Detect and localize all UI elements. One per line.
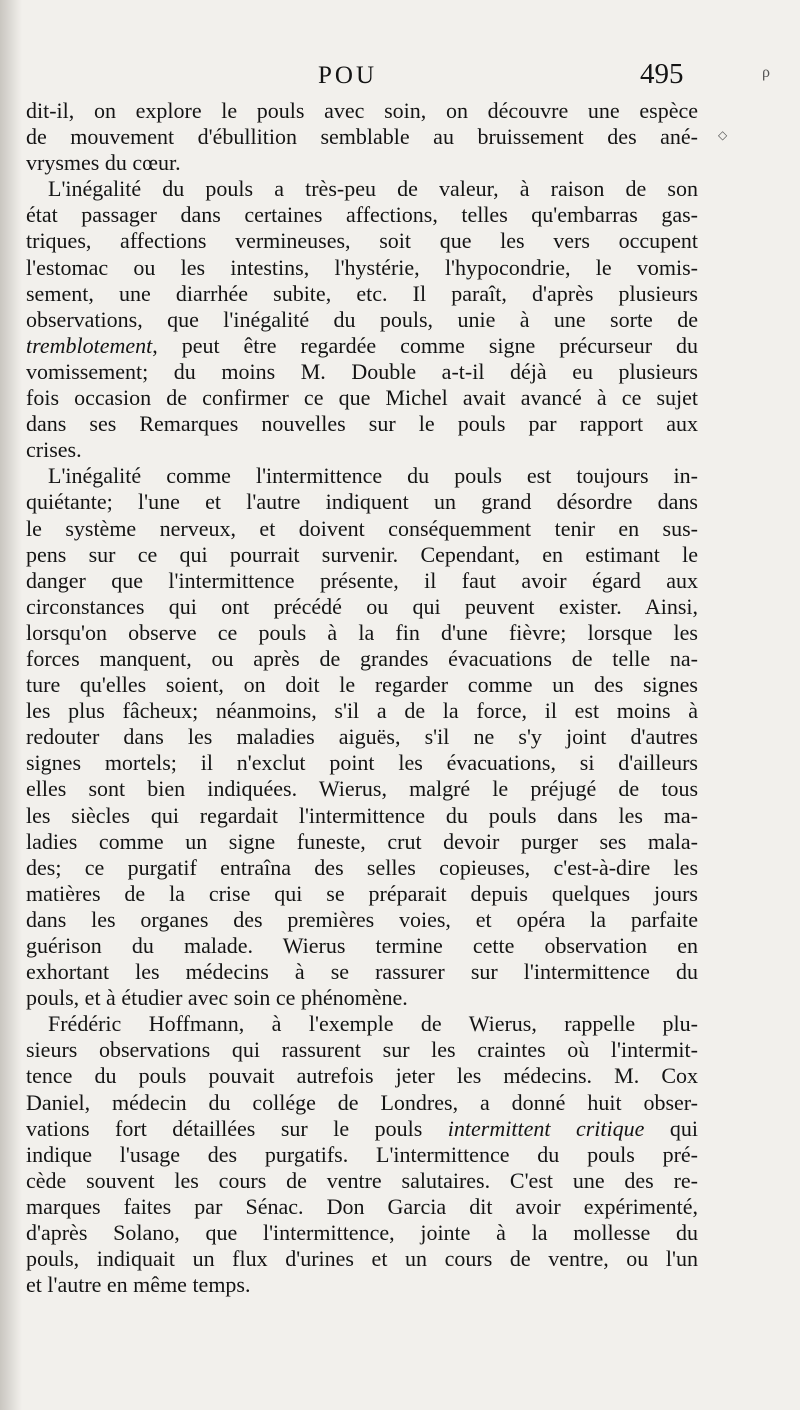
text-run: exhortant les médecins à se rassurer sur l'intermittence du <box>26 959 698 985</box>
text-line <box>26 1063 698 1089</box>
text-run: ladies comme un signe funeste, crut devoir purger ses mala- <box>26 828 698 854</box>
text-line <box>26 672 698 698</box>
text-line <box>26 985 698 1011</box>
running-head-title: POU <box>318 62 378 89</box>
text-run: sement, une diarrhée subite, etc. Il paraît, d'après plusieurs <box>26 280 698 306</box>
text-run: marques faites par Sénac. Don Garcia dit avoir expérimenté, <box>26 1193 698 1219</box>
italic-term: tremblotement <box>26 332 153 358</box>
paragraph <box>26 176 698 463</box>
text-run: crises. <box>26 437 82 463</box>
text-line <box>26 568 698 594</box>
text-line <box>26 620 698 646</box>
text-line <box>26 1194 698 1220</box>
text-run: forces manquent, ou après de grandes évacuations de telle na- <box>26 645 698 671</box>
text-run: L'inégalité comme l'intermittence du pouls est toujours in- <box>48 463 698 489</box>
text-run: danger que l'intermittence présente, il faut avoir égard aux <box>26 567 698 593</box>
text-line <box>26 307 698 333</box>
paragraph <box>26 1011 698 1298</box>
text-line <box>26 803 698 829</box>
paragraph <box>26 463 698 1011</box>
text-run: lorsqu'on observe ce pouls à la fin d'une fièvre; lorsque les <box>26 619 698 645</box>
text-line <box>26 98 698 124</box>
text-run: triques, affections vermineuses, soit que les vers occupent <box>26 228 698 254</box>
text-line <box>26 333 698 359</box>
text-run: vrysmes du cœur. <box>26 150 181 176</box>
text-line <box>26 698 698 724</box>
text-run <box>26 333 698 358</box>
text-run: vations fort détaillées sur le pouls <box>26 1115 448 1141</box>
text-run: dit-il, on explore le pouls avec soin, on découvre une espèce <box>26 98 698 123</box>
text-run: circonstances qui ont précédé ou qui peuvent exister. Ainsi, <box>26 593 698 619</box>
text-line <box>26 228 698 254</box>
italic-term: intermittent critique <box>447 1115 645 1141</box>
text-line <box>26 437 698 463</box>
paper-speck: ρ <box>762 64 770 81</box>
page-number: 495 <box>640 58 684 90</box>
text-run: matières de la crise qui se préparait depuis quelques jours <box>26 880 698 906</box>
text-run: elles sont bien indiquées. Wierus, malgré le préjugé de tous <box>26 776 698 802</box>
text-line <box>26 281 698 307</box>
paragraph <box>26 98 698 176</box>
text-line <box>26 255 698 281</box>
text-line <box>26 724 698 750</box>
text-run: le système nerveux, et doivent conséquemment tenir en sus- <box>26 515 698 541</box>
text-line <box>26 1168 698 1194</box>
text-line <box>26 1272 698 1298</box>
text-run: ture qu'elles soient, on doit le regarder comme un des signes <box>26 672 698 698</box>
text-line <box>26 1116 698 1142</box>
text-line <box>26 1037 698 1063</box>
text-line <box>26 855 698 881</box>
text-run: quiétante; l'une et l'autre indiquent un grand désordre dans <box>26 489 698 515</box>
text-run: dans les organes des premières voies, et opéra la parfaite <box>26 906 698 932</box>
text-line <box>26 463 698 489</box>
text-line <box>26 1220 698 1246</box>
text-line <box>26 176 698 202</box>
text-line <box>26 1090 698 1116</box>
text-line <box>26 646 698 672</box>
text-line <box>26 907 698 933</box>
text-line <box>26 959 698 985</box>
text-run: Frédéric Hoffmann, à l'exemple de Wierus, rappelle plu- <box>48 1011 698 1037</box>
text-run: redouter dans les maladies aiguës, s'il ne s'y joint d'autres <box>26 724 698 750</box>
text-run: fois occasion de confirmer ce que Michel avait avancé à ce sujet <box>26 385 698 411</box>
running-head <box>0 58 800 98</box>
text-run: signes mortels; il n'exclut point les évacuations, si d'ailleurs <box>26 750 698 776</box>
text-line <box>26 150 698 176</box>
text-line <box>26 411 698 437</box>
text-run: les plus fâcheux; néanmoins, s'il a de la force, il est moins à <box>26 698 698 724</box>
text-line <box>26 829 698 855</box>
text-line <box>26 385 698 411</box>
text-run: de mouvement d'ébullition semblable au bruissement des ané- <box>26 124 698 150</box>
text-run: état passager dans certaines affections, telles qu'embarras gas- <box>26 202 698 228</box>
text-run: les siècles qui regardait l'intermittence du pouls dans les ma- <box>26 802 698 828</box>
text-line <box>26 1011 698 1037</box>
text-line <box>26 124 698 150</box>
text-line <box>26 516 698 542</box>
text-run: cède souvent les cours de ventre salutaires. C'est une des re- <box>26 1167 698 1193</box>
text-run: pouls, et à étudier avec soin ce phénomène. <box>26 985 408 1011</box>
text-run: observations, que l'inégalité du pouls, unie à une sorte de <box>26 306 698 332</box>
text-run: d'après Solano, que l'intermittence, jointe à la mollesse du <box>26 1220 698 1246</box>
text-line <box>26 1246 698 1272</box>
text-run: pouls, indiquait un flux d'urines et un cours de ventre, ou l'un <box>26 1246 698 1272</box>
page-edge-shadow <box>0 0 22 1410</box>
text-line <box>26 489 698 515</box>
text-run: et l'autre en même temps. <box>26 1272 251 1298</box>
text-run: tence du pouls pouvait autrefois jeter les médecins. M. Cox <box>26 1063 698 1089</box>
text-run: L'inégalité du pouls a très-peu de valeur, à raison de son <box>48 176 698 202</box>
text-line <box>26 542 698 568</box>
text-line <box>26 750 698 776</box>
text-line <box>26 359 698 385</box>
text-run: sieurs observations qui rassurent sur les craintes où l'intermit- <box>26 1037 698 1063</box>
paper-speck: ◇ <box>718 128 728 142</box>
text-line <box>26 1142 698 1168</box>
text-line <box>26 933 698 959</box>
text-run: dans ses Remarques nouvelles sur le pouls par rapport aux <box>26 411 698 437</box>
text-run: Daniel, médecin du collége de Londres, a donné huit obser- <box>26 1089 698 1115</box>
text-line <box>26 202 698 228</box>
body-text <box>26 98 698 1298</box>
text-run: , peut être regardée comme signe précurseur du <box>152 332 698 358</box>
text-run: vomissement; du moins M. Double a-t-il déjà eu plusieurs <box>26 358 698 384</box>
text-line <box>26 776 698 802</box>
text-run: indique l'usage des purgatifs. L'intermittence du pouls pré- <box>26 1141 698 1167</box>
text-line <box>26 881 698 907</box>
text-run: des; ce purgatif entraîna des selles copieuses, c'est-à-dire les <box>26 854 698 880</box>
text-line <box>26 594 698 620</box>
text-run: guérison du malade. Wierus termine cette observation en <box>26 933 698 958</box>
text-run: pens sur ce qui pourrait survenir. Cependant, en estimant le <box>26 541 698 567</box>
text-run: l'estomac ou les intestins, l'hystérie, l'hypocondrie, le vomis- <box>26 254 698 280</box>
text-run: qui <box>644 1115 698 1141</box>
